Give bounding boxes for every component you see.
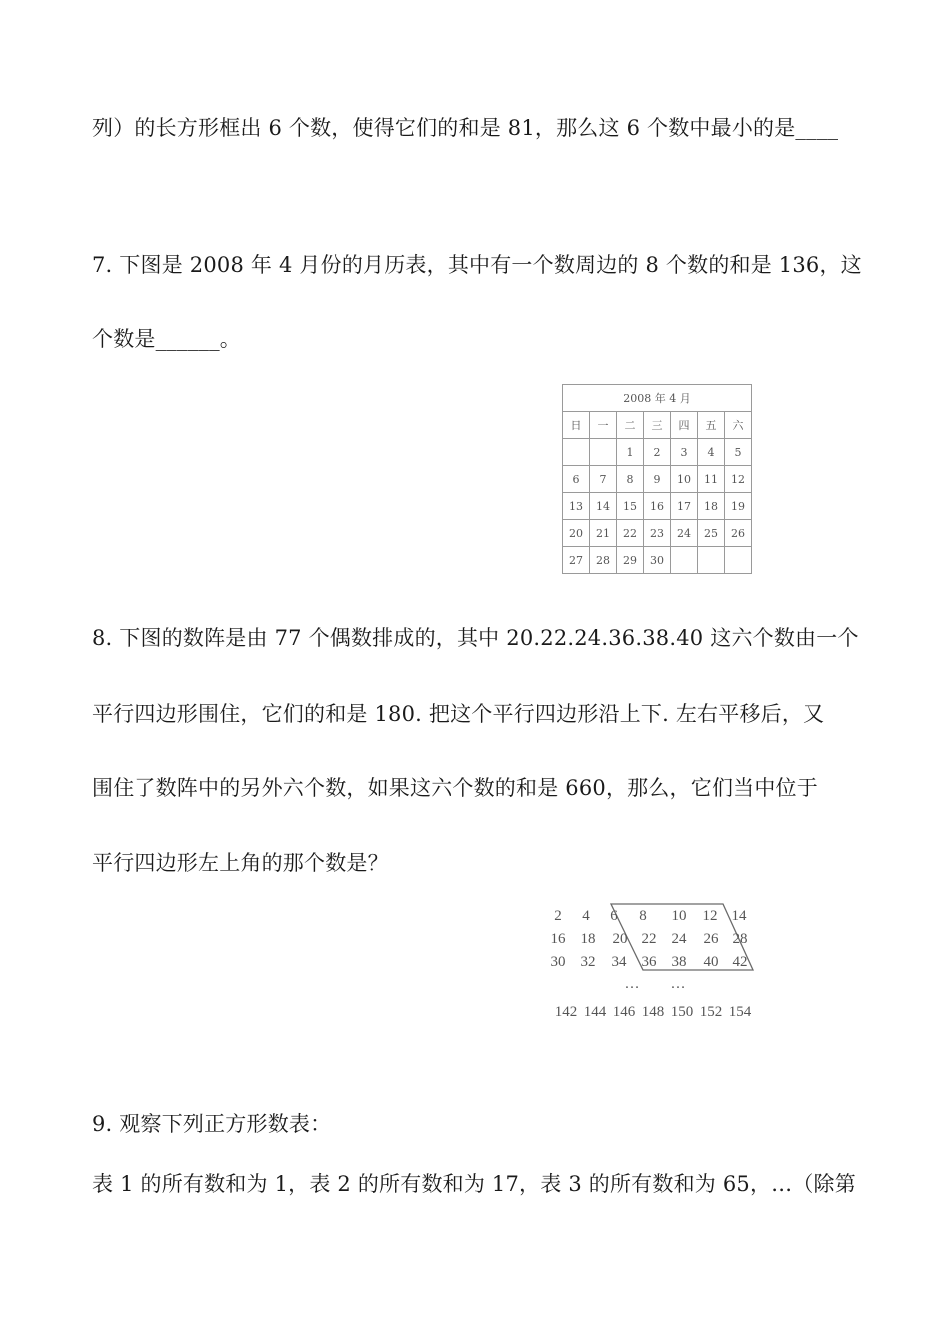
calendar-day: [671, 547, 698, 574]
calendar-title: 2008 年 4 月: [563, 385, 752, 412]
matrix-number: 4: [582, 908, 590, 924]
matrix-number: 152: [699, 1004, 723, 1020]
calendar-day: 17: [671, 493, 698, 520]
calendar-day: 30: [644, 547, 671, 574]
matrix-number: 42: [732, 954, 748, 970]
calendar-day: 16: [644, 493, 671, 520]
matrix-number: 2: [554, 908, 562, 924]
calendar-day: [698, 547, 725, 574]
calendar-day: 3: [671, 439, 698, 466]
weekday-header: 四: [671, 412, 698, 439]
question-8-line-1: 8. 下图的数阵是由 77 个偶数排成的，其中 20.22.24.36.38.40 这六个数由一个: [92, 626, 859, 650]
calendar-day: 14: [590, 493, 617, 520]
calendar-day: 1: [617, 439, 644, 466]
question-8-line-2: 平行四边形围住，它们的和是 180. 把这个平行四边形沿上下. 左右平移后，又: [92, 702, 825, 726]
matrix-number: 12: [702, 908, 718, 924]
even-number-matrix: [545, 900, 765, 1030]
calendar-day: 21: [590, 520, 617, 547]
matrix-number: 26: [703, 931, 719, 947]
question-7-line-1: 7. 下图是 2008 年 4 月份的月历表，其中有一个数周边的 8 个数的和是 136，这: [92, 253, 862, 277]
matrix-number: 150: [670, 1004, 694, 1020]
calendar-day: 15: [617, 493, 644, 520]
calendar-day: 24: [671, 520, 698, 547]
matrix-number: 38: [671, 954, 687, 970]
calendar-day: [563, 439, 590, 466]
matrix-number: 24: [671, 931, 687, 947]
calendar-day: 2: [644, 439, 671, 466]
calendar-day: 6: [563, 466, 590, 493]
matrix-number: 142: [554, 1004, 578, 1020]
question-8-line-3: 围住了数阵中的另外六个数，如果这六个数的和是 660，那么，它们当中位于: [92, 776, 818, 800]
calendar-day: 8: [617, 466, 644, 493]
matrix-number: 10: [671, 908, 687, 924]
matrix-number: 8: [639, 908, 647, 924]
matrix-number: 144: [583, 1004, 607, 1020]
matrix-number: 6: [610, 908, 618, 924]
calendar-day: 22: [617, 520, 644, 547]
weekday-header: 六: [725, 412, 752, 439]
calendar-day: 29: [617, 547, 644, 574]
calendar-day: 13: [563, 493, 590, 520]
question-8-line-4: 平行四边形左上角的那个数是？: [92, 851, 389, 875]
matrix-number: 28: [732, 931, 748, 947]
matrix-number: 154: [728, 1004, 752, 1020]
weekday-header: 日: [563, 412, 590, 439]
calendar-day: [725, 547, 752, 574]
matrix-number: 20: [612, 931, 628, 947]
calendar-day: 10: [671, 466, 698, 493]
matrix-ellipsis: …: [624, 976, 640, 992]
calendar-day: 19: [725, 493, 752, 520]
matrix-number: 22: [641, 931, 657, 947]
matrix-number: 148: [641, 1004, 665, 1020]
calendar-day: 26: [725, 520, 752, 547]
weekday-header: 二: [617, 412, 644, 439]
question-9-line-1: 9. 观察下列正方形数表：: [92, 1112, 332, 1136]
matrix-ellipsis: …: [670, 976, 686, 992]
calendar-day: 12: [725, 466, 752, 493]
weekday-header: 三: [644, 412, 671, 439]
matrix-number: 36: [641, 954, 657, 970]
calendar-day: 18: [698, 493, 725, 520]
weekday-header: 五: [698, 412, 725, 439]
calendar-day: 28: [590, 547, 617, 574]
calendar-day: 27: [563, 547, 590, 574]
calendar-day: [590, 439, 617, 466]
calendar-day: 11: [698, 466, 725, 493]
text-line-continuation: 列）的长方形框出 6 个数，使得它们的和是 81，那么这 6 个数中最小的是____: [92, 116, 839, 140]
calendar-day: 4: [698, 439, 725, 466]
april-2008-calendar: [562, 384, 752, 574]
matrix-number: 14: [731, 908, 747, 924]
calendar-day: 23: [644, 520, 671, 547]
question-7-line-2: 个数是______。: [92, 327, 241, 351]
calendar-day: 20: [563, 520, 590, 547]
calendar-day: 7: [590, 466, 617, 493]
matrix-number: 18: [580, 931, 596, 947]
weekday-header: 一: [590, 412, 617, 439]
matrix-number: 34: [611, 954, 627, 970]
matrix-number: 16: [550, 931, 566, 947]
calendar-day: 9: [644, 466, 671, 493]
calendar-day: 5: [725, 439, 752, 466]
matrix-number: 30: [550, 954, 566, 970]
matrix-number: 32: [580, 954, 596, 970]
question-9-line-2: 表 1 的所有数和为 1，表 2 的所有数和为 17，表 3 的所有数和为 65，…（除第: [92, 1172, 856, 1196]
matrix-number: 40: [703, 954, 719, 970]
calendar-day: 25: [698, 520, 725, 547]
matrix-number: 146: [612, 1004, 636, 1020]
